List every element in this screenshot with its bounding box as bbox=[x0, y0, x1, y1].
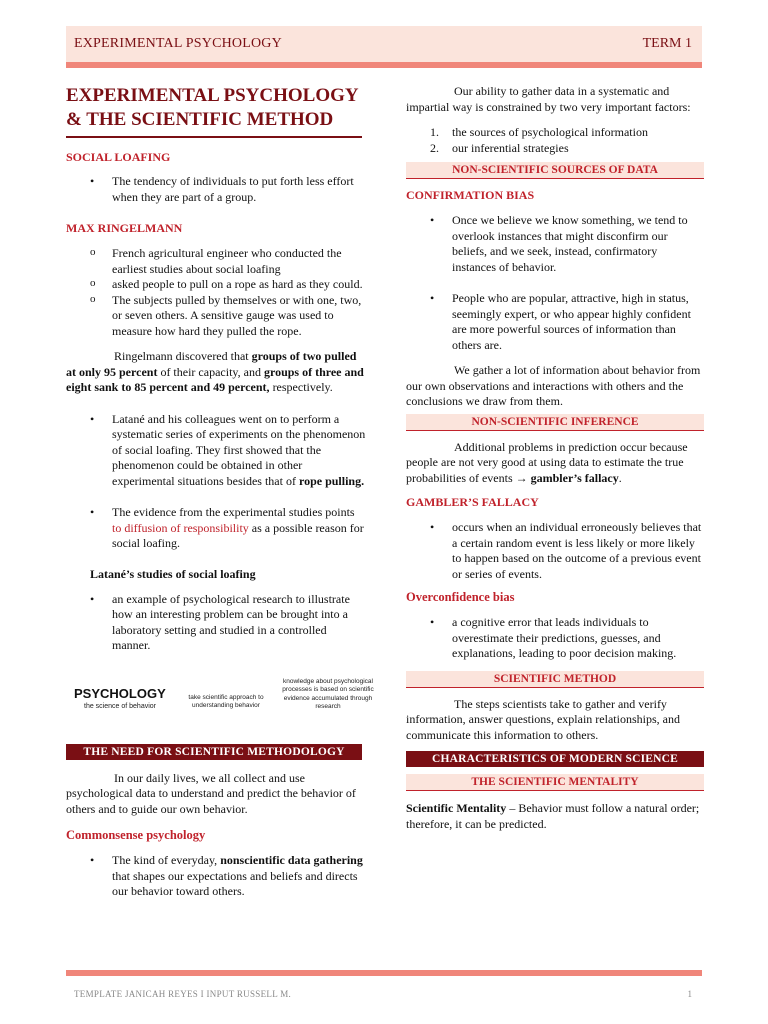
list-number: 1. bbox=[430, 125, 439, 139]
bold-run: groups of three and eight sank to 85 percent and 49 percent, bbox=[66, 364, 364, 394]
list-item: o French agricultural engineer who conducted the earliest studies about social loafing bbox=[90, 246, 366, 277]
gamblers-fallacy-heading: GAMBLER’S FALLACY bbox=[406, 495, 539, 509]
left-column bbox=[66, 84, 374, 900]
diagram-middle-text: take scientific approach to understanding behavior bbox=[188, 693, 264, 709]
footer-rule bbox=[66, 970, 702, 976]
social-loafing-list bbox=[90, 174, 366, 205]
list-item bbox=[430, 125, 704, 141]
social-loafing-heading: SOCIAL LOAFING bbox=[66, 150, 171, 164]
confirmation-bias-heading: CONFIRMATION BIAS bbox=[406, 188, 535, 202]
list-item: • occurs when an individual erroneously believes that a certain random event is less likely or more likely to happen based on the outcome of a previous event or series of events. bbox=[430, 520, 704, 582]
list-item: o asked people to pull on a rope as hard as they could. bbox=[90, 277, 366, 293]
header-rule bbox=[66, 62, 702, 68]
factors-list bbox=[430, 125, 704, 156]
psychology-diagram bbox=[66, 664, 374, 740]
bold-run: groups of two pulled at only 95 percent bbox=[66, 349, 357, 379]
list-item: • People who are popular, attractive, high in status, seemingly expert, or who appear highly confident are more powerful sources of information than others are. bbox=[430, 291, 704, 353]
text-run: The evidence from the experimental studies points bbox=[112, 505, 355, 519]
bold-run: gambler’s fallacy bbox=[530, 470, 619, 485]
list-item bbox=[90, 412, 366, 490]
page-title-line-2: & THE SCIENTIFIC METHOD bbox=[66, 109, 334, 130]
gather-text: We gather a lot of information about behavior from our own observations and interactions with others and the conclusions we draw from them. bbox=[406, 363, 701, 408]
commonsense-list bbox=[90, 853, 366, 900]
bold-run: nonscientific data gathering bbox=[220, 853, 363, 867]
diagram-psychology-label: PSYCHOLOGY bbox=[74, 685, 166, 701]
page-number: 1 bbox=[687, 989, 692, 999]
text-run: Latané and his colleagues went on to perform a systematic series of experiments on the phenomenon of social loafing. They first showed that the phenomenon could be obtained in other experimental situations besides that of bbox=[112, 411, 366, 488]
bold-run: Scientific Mentality bbox=[406, 801, 507, 815]
commonsense-heading: Commonsense psychology bbox=[66, 828, 206, 842]
diagram-psychology-sub: the science of behavior bbox=[84, 702, 156, 710]
bold-run: rope pulling. bbox=[298, 473, 365, 488]
text-run: as a possible reason for social loafing. bbox=[112, 520, 364, 550]
list-item: • an example of psychological research to illustrate how an interesting problem can be brought into a laboratory setting and studied in a controlled manner. bbox=[90, 592, 366, 654]
list-item: • The tendency of individuals to put forth less effort when they are part of a group. bbox=[90, 174, 366, 205]
scientific-mentality-band: THE SCIENTIFIC MENTALITY bbox=[406, 774, 704, 791]
list-item: • Once we believe we know something, we tend to overlook instances that might disconfirm our beliefs, and we seek, instead, confirmatory instances of behavior. bbox=[430, 213, 704, 275]
text-run: respectively. bbox=[269, 380, 333, 394]
right-column bbox=[406, 84, 704, 832]
scientific-method-text: The steps scientists take to gather and verify information, answer questions, explain relationships, and communicate this information to others. bbox=[406, 696, 680, 742]
list-item: • a cognitive error that leads individuals to overestimate their predictions, guesses, and explanations, leading to poor decision making. bbox=[430, 615, 704, 662]
list-item bbox=[90, 505, 366, 552]
text-run: – Behavior must follow a natural order; therefore, it can be predicted. bbox=[406, 801, 700, 831]
text-run: Additional problems in prediction occur because people are not very good at using data to estimate the true probabilities of events → bbox=[406, 439, 688, 485]
need-methodology-band: THE NEED FOR SCIENTIFIC METHODOLOGY bbox=[66, 744, 362, 760]
latane-studies-heading: Latané’s studies of social loafing bbox=[90, 566, 256, 581]
page-title bbox=[66, 84, 362, 138]
scientific-method-band: SCIENTIFIC METHOD bbox=[406, 671, 704, 688]
list-number: 2. bbox=[430, 140, 439, 155]
inference-text bbox=[406, 440, 704, 487]
diagram-right-text: knowledge about psychological processes is based on scientific evidence accumulated through research bbox=[282, 677, 374, 710]
overconfidence-list bbox=[430, 615, 704, 662]
evidence-list bbox=[90, 505, 366, 552]
list-item bbox=[90, 853, 366, 900]
header-term: TERM 1 bbox=[642, 36, 692, 51]
list-item: o The subjects pulled by themselves or with one, two, or seven others. A sensitive gauge was used to measure how hard they pulled the rope. bbox=[90, 293, 366, 340]
text-run: The kind of everyday, bbox=[112, 853, 221, 867]
ringelmann-list bbox=[90, 246, 366, 339]
text-run: . bbox=[618, 470, 622, 485]
list-text: our inferential strategies bbox=[452, 140, 569, 155]
latane-list bbox=[90, 412, 366, 490]
scientific-mentality-text bbox=[406, 801, 704, 832]
overconfidence-heading: Overconfidence bias bbox=[406, 590, 515, 604]
ringelmann-heading: MAX RINGELMANN bbox=[66, 221, 183, 235]
latane-studies-list bbox=[90, 592, 366, 654]
gamblers-fallacy-list bbox=[430, 520, 704, 582]
characteristics-band: CHARACTERISTICS OF MODERN SCIENCE bbox=[406, 751, 704, 767]
footer-credits: TEMPLATE JANICAH REYES I INPUT RUSSELL M. bbox=[74, 989, 292, 999]
ringelmann-discovery bbox=[66, 349, 366, 396]
nonscientific-inference-band: NON-SCIENTIFIC INFERENCE bbox=[406, 414, 704, 431]
confirmation-list bbox=[430, 213, 704, 353]
header-title: EXPERIMENTAL PSYCHOLOGY bbox=[74, 36, 282, 51]
text-run: that shapes our expectations and beliefs and directs our behavior toward others. bbox=[112, 868, 358, 898]
text-run: of their capacity, and bbox=[157, 364, 264, 379]
text-run: Ringelmann discovered that bbox=[114, 349, 252, 363]
list-item bbox=[430, 141, 704, 157]
list-text: the sources of psychological information bbox=[452, 125, 648, 139]
nonscientific-sources-band: NON-SCIENTIFIC SOURCES OF DATA bbox=[406, 162, 704, 179]
need-methodology-text: In our daily lives, we all collect and use psychological data to understand and predict the behavior of others and to guide our own behavior. bbox=[66, 770, 356, 816]
highlight-run: to diffusion of responsibility bbox=[112, 520, 249, 535]
page-title-line-1: EXPERIMENTAL PSYCHOLOGY bbox=[66, 85, 359, 106]
intro-text: Our ability to gather data in a systematic and impartial way is constrained by two very important factors: bbox=[406, 84, 691, 114]
